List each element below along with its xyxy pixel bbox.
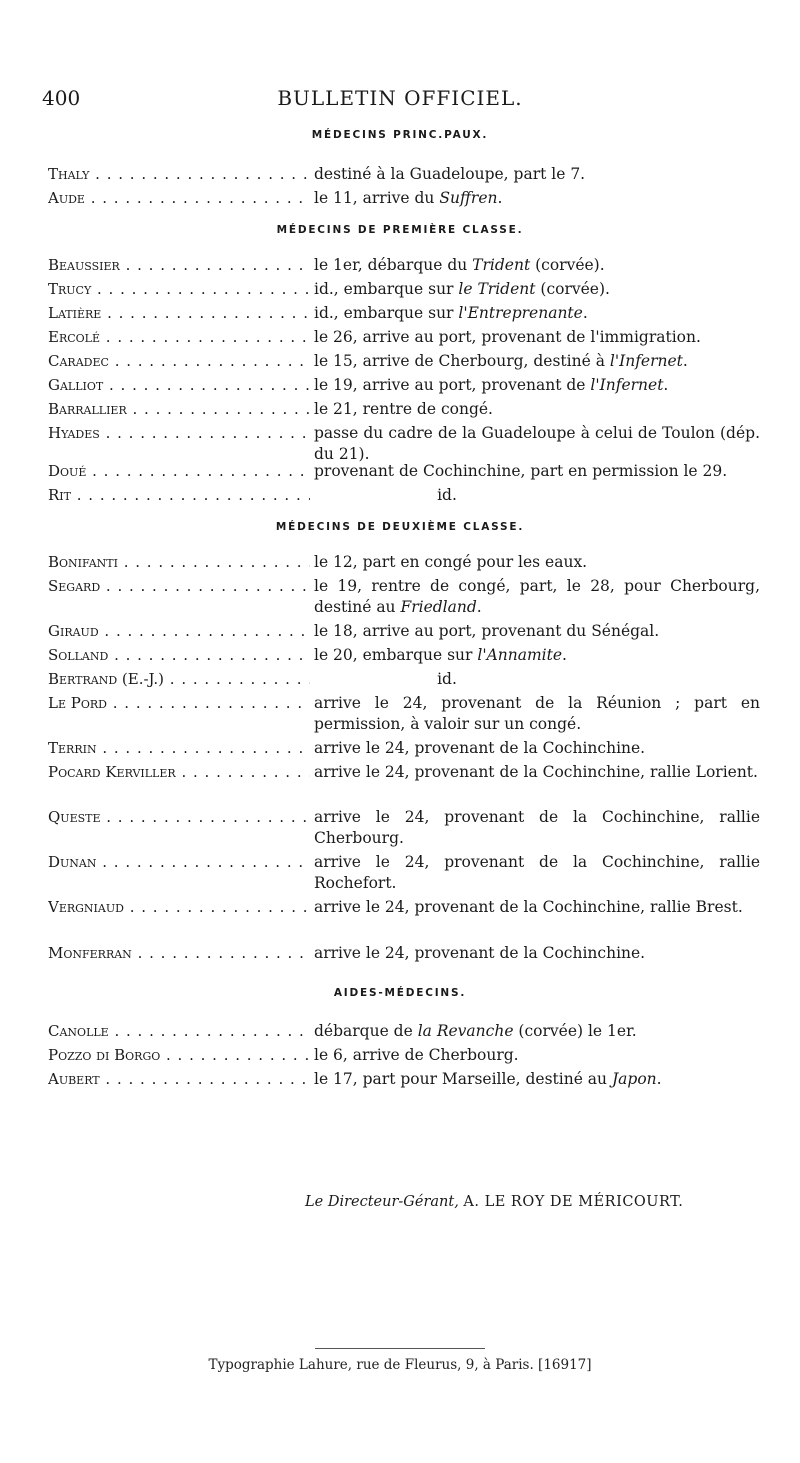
entry-row [48,693,760,735]
entry-text-part: destiné à la Guadeloupe, part le 7. [314,165,586,183]
entry-text [314,1021,760,1042]
entry-text [314,738,760,759]
entry-text-part: arrive le 24, provenant de la Cochinchine. [314,944,646,962]
entry-row [48,669,760,690]
officer-name: Pozzo di Borgo . . . [48,1045,310,1066]
entry-text-part: id., embarque sur [314,280,459,298]
entry-text-part: . [582,304,588,322]
entry-row [48,399,760,420]
entry-text [314,399,760,420]
officer-name: Solland . . . [48,645,310,666]
entry-text [314,164,760,185]
entry-row [48,303,760,324]
entry-text [314,485,760,506]
entry-text-part: le 19, arrive au port, provenant de [314,376,591,394]
entry-text [314,762,760,783]
entry-text [314,669,760,690]
entry-row [48,621,760,642]
signature [305,1194,683,1210]
entry-row [48,852,760,894]
entry-row [48,461,760,482]
entry-text-part: le 21, rentre de congé. [314,400,493,418]
entry-text-part: id., embarque sur [314,304,459,322]
entry-row [48,279,760,300]
entry-row [48,485,760,506]
entry-text-part: arrive le 24, provenant de la Réunion ; part en permission, à valoir sur un congé. [314,694,760,733]
entry-text [314,279,760,300]
entry-row [48,423,760,465]
entry-row [48,255,760,276]
officer-name: Latière . . . [48,303,310,324]
officer-name: Canolle . . . [48,1021,310,1042]
entry-row [48,552,760,573]
entry-text [314,351,760,372]
officer-name: Caradec . . . [48,351,310,372]
officer-name: Terrin . . . [48,738,310,759]
officer-name: Aubert . . . [48,1069,310,1090]
printer-imprint: Typographie Lahure, rue de Fleurus, 9, à Paris. [16917] [208,1357,592,1373]
entry-text [314,188,760,209]
ship-name: Japon [611,1070,657,1088]
entry-text-part: passe du cadre de la Guadeloupe à celui de Toulon (dép. du 21). [314,424,760,463]
officer-name: Queste . . . [48,807,310,828]
entry-row [48,327,760,348]
section-heading: MÉDECINS PRINC.PAUX. [311,129,489,141]
entry-row [48,576,760,618]
entry-row [48,351,760,372]
ship-name: l'Entreprenante [458,304,583,322]
entry-text-part: débarque de [314,1022,418,1040]
officer-name: Thaly . . . [48,164,310,185]
entry-text-part: arrive le 24, provenant de la Cochinchine. [314,739,646,757]
entry-text [314,375,760,396]
entry-text-part: . [663,376,669,394]
ship-name: l'Infernet [609,352,683,370]
officer-name: Trucy . . . [48,279,310,300]
entry-row [48,1021,760,1042]
entry-text [314,897,760,918]
entry-row [48,1069,760,1090]
officer-name: Le Pord . . . [48,693,310,714]
entry-text [314,807,760,849]
officer-name: Barrallier . . . [48,399,310,420]
entry-row [48,375,760,396]
entry-text-part: (corvée). [535,280,610,298]
entry-text [314,852,760,894]
entry-text [314,1045,760,1066]
entry-text-part: le 15, arrive de Cherbourg, destiné à [314,352,610,370]
signature-name: A. LE ROY DE MÉRICOURT. [463,1194,684,1210]
officer-name: Aude . . . [48,188,310,209]
officer-name: Galliot . . . [48,375,310,396]
ship-name: la Revanche [417,1022,514,1040]
entry-text [314,621,760,642]
entry-text-part: . [476,598,482,616]
entry-row [48,897,760,918]
entry-text-part: le 26, arrive au port, provenant de l'immigration. [314,328,701,346]
page-number: 400 [42,86,81,110]
officer-name: Pocard Kerviller . . . [48,762,310,783]
entry-text-part: provenant de Cochinchine, part en permission le 29. [314,462,728,480]
entry-text-part: arrive le 24, provenant de la Cochinchine, rallie Brest. [314,898,743,916]
entry-text-part: le 18, arrive au port, provenant du Sénégal. [314,622,660,640]
officer-name: Ercolé . . . [48,327,310,348]
footer-rule [315,1348,485,1349]
entry-text-part: . [497,189,503,207]
entry-text-part: arrive le 24, provenant de la Cochinchine, rallie Rochefort. [314,853,760,892]
ship-name: l'Infernet [590,376,664,394]
entry-text-part: id. [437,670,457,688]
running-title: BULLETIN OFFICIEL. [277,86,523,110]
officer-name: Beaussier . . . [48,255,310,276]
entry-text [314,576,760,618]
entry-text [314,327,760,348]
entry-text-part: le 20, embarque sur [314,646,478,664]
entry-text [314,552,760,573]
ship-name: le Trident [458,280,536,298]
entry-text-part: . [682,352,688,370]
entry-text-part: le 17, part pour Marseille, destiné au [314,1070,612,1088]
entry-text-part: . [562,646,567,664]
entry-text [314,461,760,482]
ship-name: Friedland [400,598,477,616]
entry-text [314,943,760,964]
officer-name: Dunan . . . [48,852,310,873]
entry-text [314,1069,760,1090]
entry-text-part: arrive le 24, provenant de la Cochinchine, rallie Cherbourg. [314,808,760,847]
officer-name: Vergniaud . . . [48,897,310,918]
officer-name: Rit . . . [48,485,310,506]
entry-row [48,762,760,783]
entry-text [314,693,760,735]
ship-name: Suffren [439,189,498,207]
entry-text-part: (corvée). [530,256,605,274]
entry-text [314,645,760,666]
officer-name: Bertrand (E.-J.) . . . [48,669,310,690]
entry-text-part: le 12, part en congé pour les eaux. [314,553,588,571]
entry-text [314,255,760,276]
entry-row [48,164,760,185]
officer-name: Hyades . . . [48,423,310,444]
entry-row [48,807,760,849]
entry-row [48,943,760,964]
entry-text-part: arrive le 24, provenant de la Cochinchine, rallie Lorient. [314,763,758,781]
entry-text-part: le 6, arrive de Cherbourg. [314,1046,519,1064]
section-heading: MÉDECINS DE DEUXIÈME CLASSE. [275,521,525,533]
entry-row [48,738,760,759]
section-heading: MÉDECINS DE PREMIÈRE CLASSE. [276,224,524,236]
entry-text-part: le 19, rentre de congé, part, le 28, pour Cherbourg, destiné au [314,577,760,616]
entry-text-part: le 11, arrive du [314,189,440,207]
officer-name: Giraud . . . [48,621,310,642]
entry-text [314,303,760,324]
signature-prefix: Le Directeur-Gérant, [305,1194,459,1210]
ship-name: l'Annamite [477,646,563,664]
entry-row [48,645,760,666]
entry-text-part: le 1er, débarque du [314,256,473,274]
entry-text-part: id. [437,486,457,504]
entry-text-part: (corvée) le 1er. [513,1022,637,1040]
officer-name: Monferran . . . [48,943,310,964]
entry-text-part: . [656,1070,662,1088]
section-heading: AIDES-MÉDECINS. [333,987,467,999]
officer-name: Doué . . . [48,461,310,482]
officer-name: Segard . . . [48,576,310,597]
entry-row [48,188,760,209]
entry-text [314,423,760,465]
officer-name: Bonifanti . . . [48,552,310,573]
entry-row [48,1045,760,1066]
ship-name: Trident [472,256,531,274]
